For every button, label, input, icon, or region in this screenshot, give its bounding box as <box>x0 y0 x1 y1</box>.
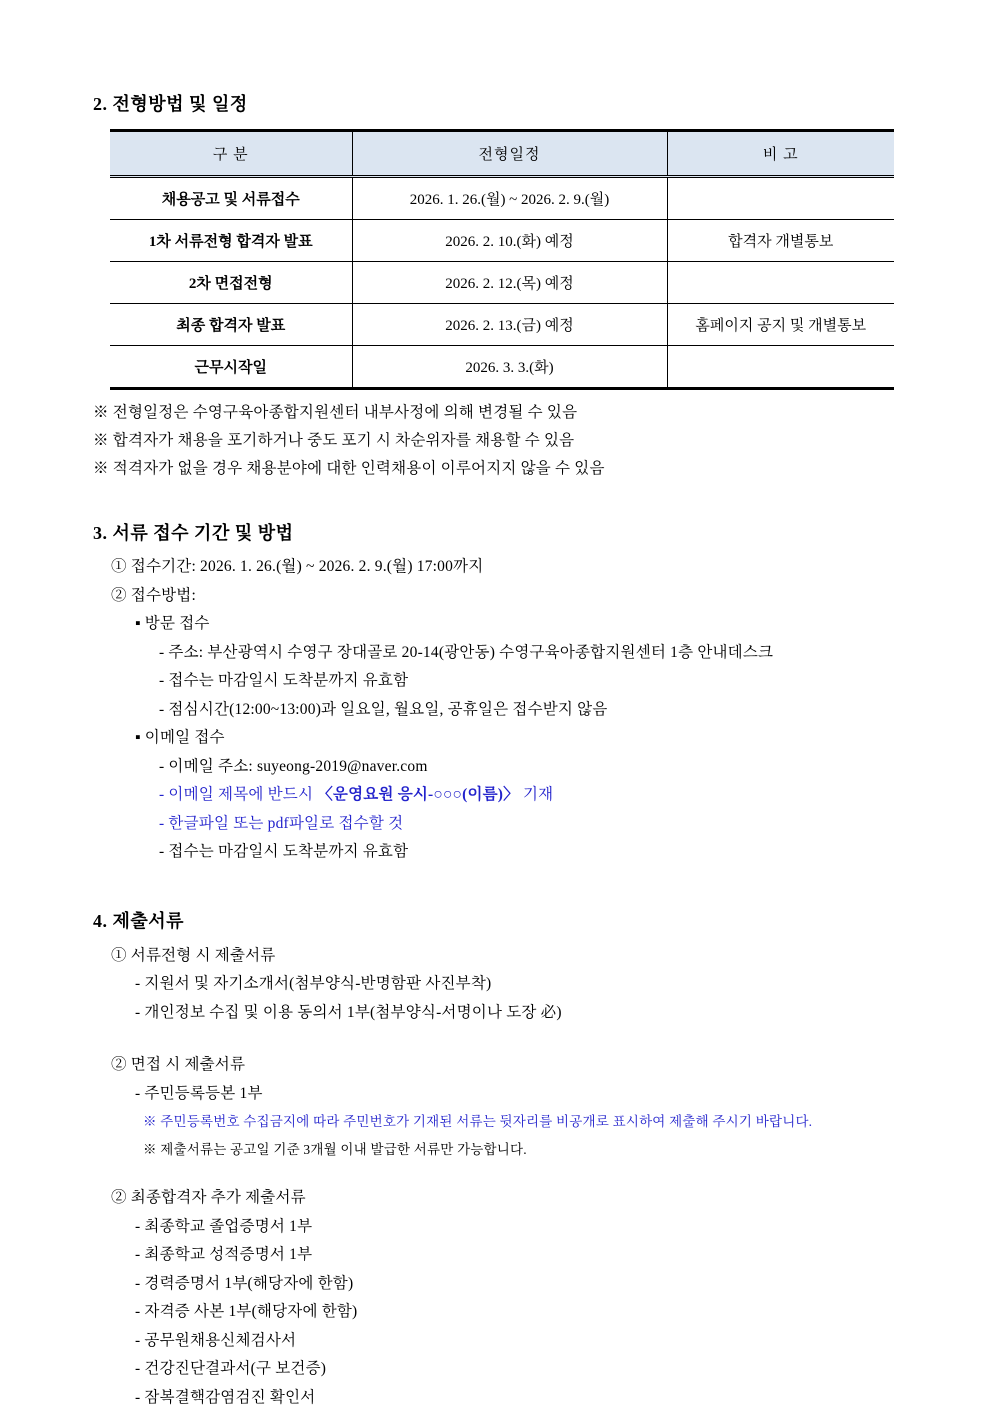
visit-submission-title: ▪ 방문 접수 <box>135 610 932 639</box>
visit-hours: - 점심시간(12:00~13:00)과 일요일, 월요일, 공휴일은 접수받지 않음 <box>159 696 932 725</box>
row-label: 2차 면접전형 <box>110 262 352 304</box>
row-remarks <box>667 262 894 304</box>
email-address: - 이메일 주소: suyeong-2019@naver.com <box>159 753 932 782</box>
table-row <box>110 304 894 346</box>
final-doc-item: - 최종학교 졸업증명서 1부 <box>135 1213 932 1242</box>
table-row <box>110 262 894 304</box>
application-period: ① 접수기간: 2026. 1. 26.(월) ~ 2026. 2. 9.(월) 17:00까지 <box>111 553 932 582</box>
screening-doc-item: - 지원서 및 자기소개서(첨부양식-반명함판 사진부착) <box>135 970 932 999</box>
row-label: 최종 합격자 발표 <box>110 304 352 346</box>
row-schedule: 2026. 2. 12.(목) 예정 <box>352 262 667 304</box>
schedule-note: ※ 합격자가 채용을 포기하거나 중도 포기 시 차순위자를 채용할 수 있음 <box>93 427 932 455</box>
final-doc-item: - 공무원채용신체검사서 <box>135 1327 932 1356</box>
interview-doc-item: - 주민등록등본 1부 <box>135 1080 932 1109</box>
section-application-method <box>93 519 932 867</box>
documents-screening-block <box>93 942 932 1028</box>
row-remarks <box>667 346 894 389</box>
row-schedule: 2026. 1. 26.(월) ~ 2026. 2. 9.(월) <box>352 177 667 220</box>
row-schedule: 2026. 2. 13.(금) 예정 <box>352 304 667 346</box>
table-row <box>110 220 894 262</box>
section-required-documents <box>93 907 932 1412</box>
final-doc-item: - 경력증명서 1부(해당자에 한함) <box>135 1270 932 1299</box>
section-2-title: 2. 전형방법 및 일정 <box>93 90 932 116</box>
row-schedule: 2026. 3. 3.(화) <box>352 346 667 389</box>
final-doc-item: - 건강진단결과서(구 보건증) <box>135 1355 932 1384</box>
screening-doc-item: - 개인정보 수집 및 이용 동의서 1부(첨부양식-서명이나 도장 必) <box>135 999 932 1028</box>
schedule-notes <box>93 399 932 483</box>
section-selection-schedule <box>93 90 932 483</box>
interview-docs-title: ② 면접 시 제출서류 <box>111 1051 932 1080</box>
email-file-format-rule: - 한글파일 또는 pdf파일로 접수할 것 <box>159 810 932 839</box>
documents-interview-block <box>93 1051 932 1164</box>
visit-deadline: - 접수는 마감일시 도착분까지 유효함 <box>159 667 932 696</box>
schedule-table-header-row <box>110 131 894 177</box>
documents-final-block <box>93 1184 932 1412</box>
issue-date-note: ※ 제출서류는 공고일 기준 3개월 이내 발급한 서류만 가능합니다. <box>143 1136 932 1164</box>
row-label: 채용공고 및 서류접수 <box>110 177 352 220</box>
email-submission-title: ▪ 이메일 접수 <box>135 724 932 753</box>
final-doc-item: - 자격증 사본 1부(해당자에 한함) <box>135 1298 932 1327</box>
resident-number-note: ※ 주민등록번호 수집금지에 따라 주민번호가 기재된 서류는 뒷자리를 비공개로 표시하여 제출해 주시기 바랍니다. <box>143 1108 932 1136</box>
final-docs-title: ② 최종합격자 추가 제출서류 <box>111 1184 932 1213</box>
visit-address: - 주소: 부산광역시 수영구 장대골로 20-14(광안동) 수영구육아종합지원센터 1층 안내데스크 <box>159 639 932 668</box>
row-schedule: 2026. 2. 10.(화) 예정 <box>352 220 667 262</box>
table-row <box>110 177 894 220</box>
screening-docs-title: ① 서류전형 시 제출서류 <box>111 942 932 971</box>
final-doc-item: - 잠복결핵감염검진 확인서 <box>135 1384 932 1412</box>
email-subject-suffix: 기재 <box>519 786 553 803</box>
col-header-remarks: 비 고 <box>667 131 894 177</box>
col-header-schedule: 전형일정 <box>352 131 667 177</box>
schedule-note: ※ 전형일정은 수영구육아종합지원센터 내부사정에 의해 변경될 수 있음 <box>93 399 932 427</box>
col-header-category: 구 분 <box>110 131 352 177</box>
schedule-table <box>110 129 894 390</box>
email-subject-rule <box>159 781 932 810</box>
email-subject-prefix: - 이메일 제목에 반드시 <box>159 786 317 803</box>
email-deadline: - 접수는 마감일시 도착분까지 유효함 <box>159 838 932 867</box>
section-3-title: 3. 서류 접수 기간 및 방법 <box>93 519 932 545</box>
row-remarks: 합격자 개별통보 <box>667 220 894 262</box>
row-label: 근무시작일 <box>110 346 352 389</box>
schedule-note: ※ 적격자가 없을 경우 채용분야에 대한 인력채용이 이루어지지 않을 수 있음 <box>93 455 932 483</box>
row-remarks: 홈페이지 공지 및 개별통보 <box>667 304 894 346</box>
section-4-title: 4. 제출서류 <box>93 907 932 933</box>
application-method-label: ② 접수방법: <box>111 582 932 611</box>
table-row <box>110 346 894 389</box>
email-subject-format: 〈운영요원 응시-○○○(이름)〉 <box>317 786 519 803</box>
final-doc-item: - 최종학교 성적증명서 1부 <box>135 1241 932 1270</box>
row-remarks <box>667 177 894 220</box>
row-label: 1차 서류전형 합격자 발표 <box>110 220 352 262</box>
